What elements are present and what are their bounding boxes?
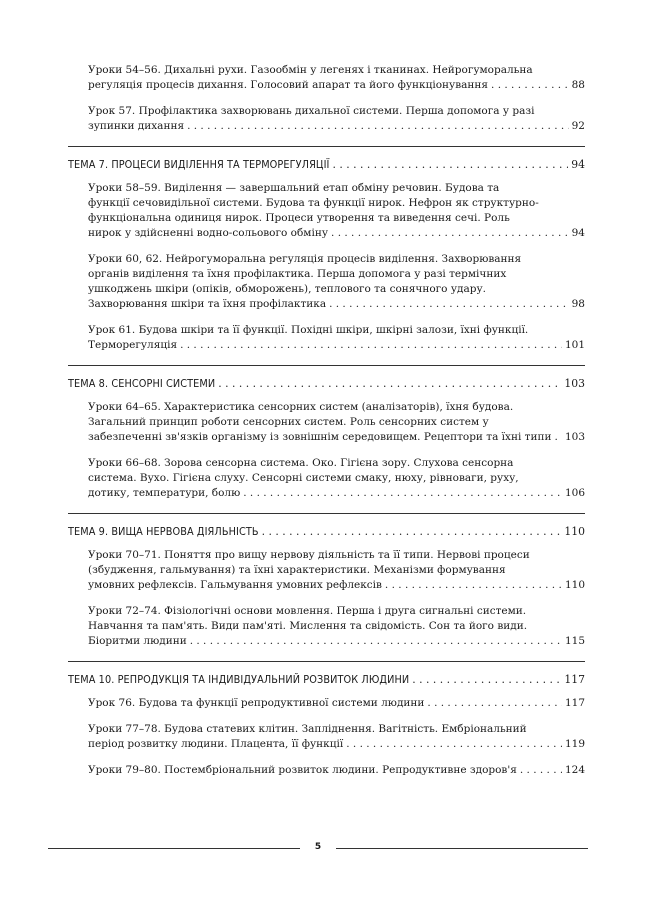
- dot-leader: [554, 430, 562, 445]
- dot-leader: [346, 737, 562, 752]
- dot-leader: [187, 119, 569, 134]
- toc-page-number: 115: [564, 635, 585, 647]
- toc-entry-text: Уроки 77–78. Будова статевих клітин. Запліднення. Вагітність. Ембріональний: [88, 723, 527, 735]
- toc-entry-text: ушкоджень шкіри (опіків, обморожень), теплового та сонячного удару.: [88, 283, 486, 295]
- toc-entry-line: [88, 181, 585, 196]
- toc-topic-lessons: [68, 696, 585, 790]
- toc-page-number: 106: [564, 487, 585, 499]
- toc-entry-line: [88, 338, 585, 353]
- toc-entry-text: Урок 57. Профілактика захворювань дихальної системи. Перша допомога у разі: [88, 105, 535, 117]
- dot-leader: [385, 578, 562, 593]
- section-divider: [68, 513, 585, 514]
- toc-entry-text: Уроки 60, 62. Нейрогуморальна регуляція процесів виділення. Захворювання: [88, 253, 522, 265]
- section-divider: [68, 661, 585, 662]
- toc-entry-text: Загальний принцип роботи сенсорних систем. Роль сенсорних систем у: [88, 416, 489, 428]
- toc-entry-text: Захворювання шкіри та їхня профілактика: [88, 298, 327, 310]
- toc-lesson-entry[interactable]: [68, 604, 585, 649]
- toc-entry-line: [88, 737, 585, 752]
- toc-entry-text: Уроки 70–71. Поняття про вищу нервову діяльність та її типи. Нервові процеси: [88, 549, 530, 561]
- toc-entry-text: Уроки 64–65. Характеристика сенсорних систем (аналізаторів), їхня будова.: [88, 401, 514, 413]
- toc-entry-line: [88, 456, 585, 471]
- toc-topic-section: [68, 157, 585, 365]
- dot-leader: [427, 696, 562, 711]
- page-footer: [48, 842, 588, 856]
- toc-lesson-entry[interactable]: [68, 763, 585, 778]
- toc-lesson-entry[interactable]: [68, 400, 585, 445]
- toc-entry-line: [88, 267, 585, 282]
- topic-title: ТЕМА 9. ВИЩА НЕРВОВА ДІЯЛЬНІСТЬ: [68, 525, 259, 538]
- toc-topic-section: [68, 376, 585, 513]
- dot-leader: [331, 226, 569, 241]
- toc-entry-text: регуляція процесів дихання. Голосовий апарат та його функціонування: [88, 79, 489, 91]
- toc-intro-lessons: [68, 63, 585, 146]
- toc-entry-line: [88, 63, 585, 78]
- toc-entry-text: нирок у здійсненні водно-сольового обміну: [88, 227, 329, 239]
- toc-entry-line: [88, 104, 585, 119]
- toc-page-number: 94: [571, 227, 585, 239]
- toc-page-number: 124: [564, 764, 585, 776]
- toc-entry-text: умовних рефлексів. Гальмування умовних рефлексів: [88, 579, 382, 591]
- toc-entry-text: забезпеченні зв'язків організму із зовнішнім середовищем. Рецептори та їхні типи: [88, 431, 552, 443]
- toc-lesson-entry[interactable]: [68, 722, 585, 752]
- toc-page-number: 117: [564, 697, 585, 709]
- toc-entry-line: [88, 196, 585, 211]
- toc-entry-line: [88, 619, 585, 634]
- page-number: 5: [314, 842, 322, 852]
- toc-lesson-entry[interactable]: [68, 456, 585, 501]
- toc-entry-line: [88, 548, 585, 563]
- toc-entry-text: функціональна одиниця нирок. Процеси утворення та виведення сечі. Роль: [88, 212, 510, 224]
- toc-entry-text: Уроки 54–56. Дихальні рухи. Газообмін у легенях і тканинах. Нейрогуморальна: [88, 64, 533, 76]
- toc-entry-text: Уроки 72–74. Фізіологічні основи мовлення. Перша і друга сигнальні системи.: [88, 605, 527, 617]
- toc-lesson-entry[interactable]: [68, 548, 585, 593]
- dot-leader: [218, 376, 561, 391]
- toc-entry-text: Уроки 66–68. Зорова сенсорна система. Око. Гігієна зору. Слухова сенсорна: [88, 457, 514, 469]
- toc-page-number: 110: [564, 525, 585, 538]
- toc-lesson-entry[interactable]: [68, 323, 585, 353]
- dot-leader: [243, 486, 562, 501]
- section-divider: [68, 146, 585, 147]
- toc-entry-line: [88, 696, 585, 711]
- toc-topic-section: [68, 524, 585, 661]
- toc-entry-line: [88, 415, 585, 430]
- toc-topic-lessons: [68, 400, 585, 513]
- toc-entry-line: [88, 486, 585, 501]
- toc-entry-text: Біоритми людини: [88, 635, 187, 647]
- toc-page-number: 119: [564, 738, 585, 750]
- toc-topic-heading[interactable]: [68, 376, 585, 391]
- toc-page-number: 98: [571, 298, 585, 310]
- section-divider: [68, 365, 585, 366]
- table-of-contents: [68, 63, 585, 790]
- toc-entry-text: зупинки дихання: [88, 120, 185, 132]
- toc-entry-line: [88, 722, 585, 737]
- toc-entry-text: функції сечовидільної системи. Будова та функції нирок. Нефрон як структурно-: [88, 197, 539, 209]
- dot-leader: [412, 672, 561, 687]
- toc-page-number: 88: [571, 79, 585, 91]
- dot-leader: [262, 524, 562, 539]
- toc-lesson-entry[interactable]: [68, 252, 585, 312]
- toc-lesson-entry[interactable]: [68, 104, 585, 134]
- toc-topic-lessons: [68, 181, 585, 365]
- toc-entry-text: Уроки 79–80. Постембріональний розвиток людини. Репродуктивне здоров'я: [88, 764, 517, 776]
- footer-rule-right: [336, 848, 588, 849]
- toc-entry-text: дотику, температури, болю: [88, 487, 241, 499]
- dot-leader: [333, 157, 569, 172]
- toc-entry-text: Навчання та пам'ять. Види пам'яті. Мислення та свідомість. Сон та його види.: [88, 620, 528, 632]
- toc-entry-text: Урок 61. Будова шкіри та її функції. Похідні шкіри, шкірні залози, їхні функції.: [88, 324, 529, 336]
- toc-entry-line: [88, 471, 585, 486]
- dot-leader: [329, 297, 569, 312]
- toc-entry-line: [88, 578, 585, 593]
- toc-page-number: 92: [571, 120, 585, 132]
- toc-entry-line: [88, 430, 585, 445]
- toc-entry-line: [88, 226, 585, 241]
- toc-entry-line: [88, 323, 585, 338]
- toc-entry-text: Терморегуляція: [88, 339, 178, 351]
- toc-lesson-entry[interactable]: [68, 696, 585, 711]
- toc-page-number: 103: [564, 431, 585, 443]
- toc-page-number: 117: [564, 673, 585, 686]
- toc-entry-text: (збудження, гальмування) та їхні характеристики. Механізми формування: [88, 564, 506, 576]
- topic-title: ТЕМА 8. СЕНСОРНІ СИСТЕМИ: [68, 377, 216, 390]
- toc-entry-line: [88, 78, 585, 93]
- toc-entry-text: система. Вухо. Гігієна слуху. Сенсорні системи смаку, нюху, рівноваги, руху,: [88, 472, 519, 484]
- toc-entry-line: [88, 252, 585, 267]
- toc-lesson-entry[interactable]: [68, 181, 585, 241]
- toc-entry-line: [88, 282, 585, 297]
- toc-page-number: 101: [564, 339, 585, 351]
- toc-topic-heading[interactable]: [68, 157, 585, 172]
- toc-lesson-entry[interactable]: [68, 63, 585, 93]
- dot-leader: [520, 763, 562, 778]
- toc-entry-line: [88, 119, 585, 134]
- toc-topic-heading[interactable]: [68, 524, 585, 539]
- toc-topic-heading[interactable]: [68, 672, 585, 687]
- toc-entry-line: [88, 604, 585, 619]
- toc-page-number: 110: [564, 579, 585, 591]
- toc-page-number: 103: [564, 377, 585, 390]
- dot-leader: [180, 338, 562, 353]
- toc-entry-text: Урок 76. Будова та функції репродуктивної системи людини: [88, 697, 425, 709]
- toc-topic-section: [68, 672, 585, 790]
- toc-entry-line: [88, 763, 585, 778]
- toc-topic-lessons: [68, 548, 585, 661]
- topic-title: ТЕМА 7. ПРОЦЕСИ ВИДІЛЕННЯ ТА ТЕРМОРЕГУЛЯЦІЇ: [68, 158, 330, 171]
- toc-entry-line: [88, 211, 585, 226]
- toc-entry-line: [88, 297, 585, 312]
- toc-entry-text: Уроки 58–59. Виділення — завершальний етап обміну речовин. Будова та: [88, 182, 500, 194]
- dot-leader: [190, 634, 562, 649]
- toc-entry-line: [88, 400, 585, 415]
- toc-entry-line: [88, 563, 585, 578]
- dot-leader: [491, 78, 569, 93]
- toc-entry-text: органів виділення та їхня профілактика. Перша допомога у разі термічних: [88, 268, 507, 280]
- toc-page-number: 94: [571, 158, 585, 171]
- topic-title: ТЕМА 10. РЕПРОДУКЦІЯ ТА ІНДИВІДУАЛЬНИЙ РОЗВИТОК ЛЮДИНИ: [68, 673, 410, 686]
- toc-entry-line: [88, 634, 585, 649]
- toc-entry-text: період розвитку людини. Плацента, її функції: [88, 738, 344, 750]
